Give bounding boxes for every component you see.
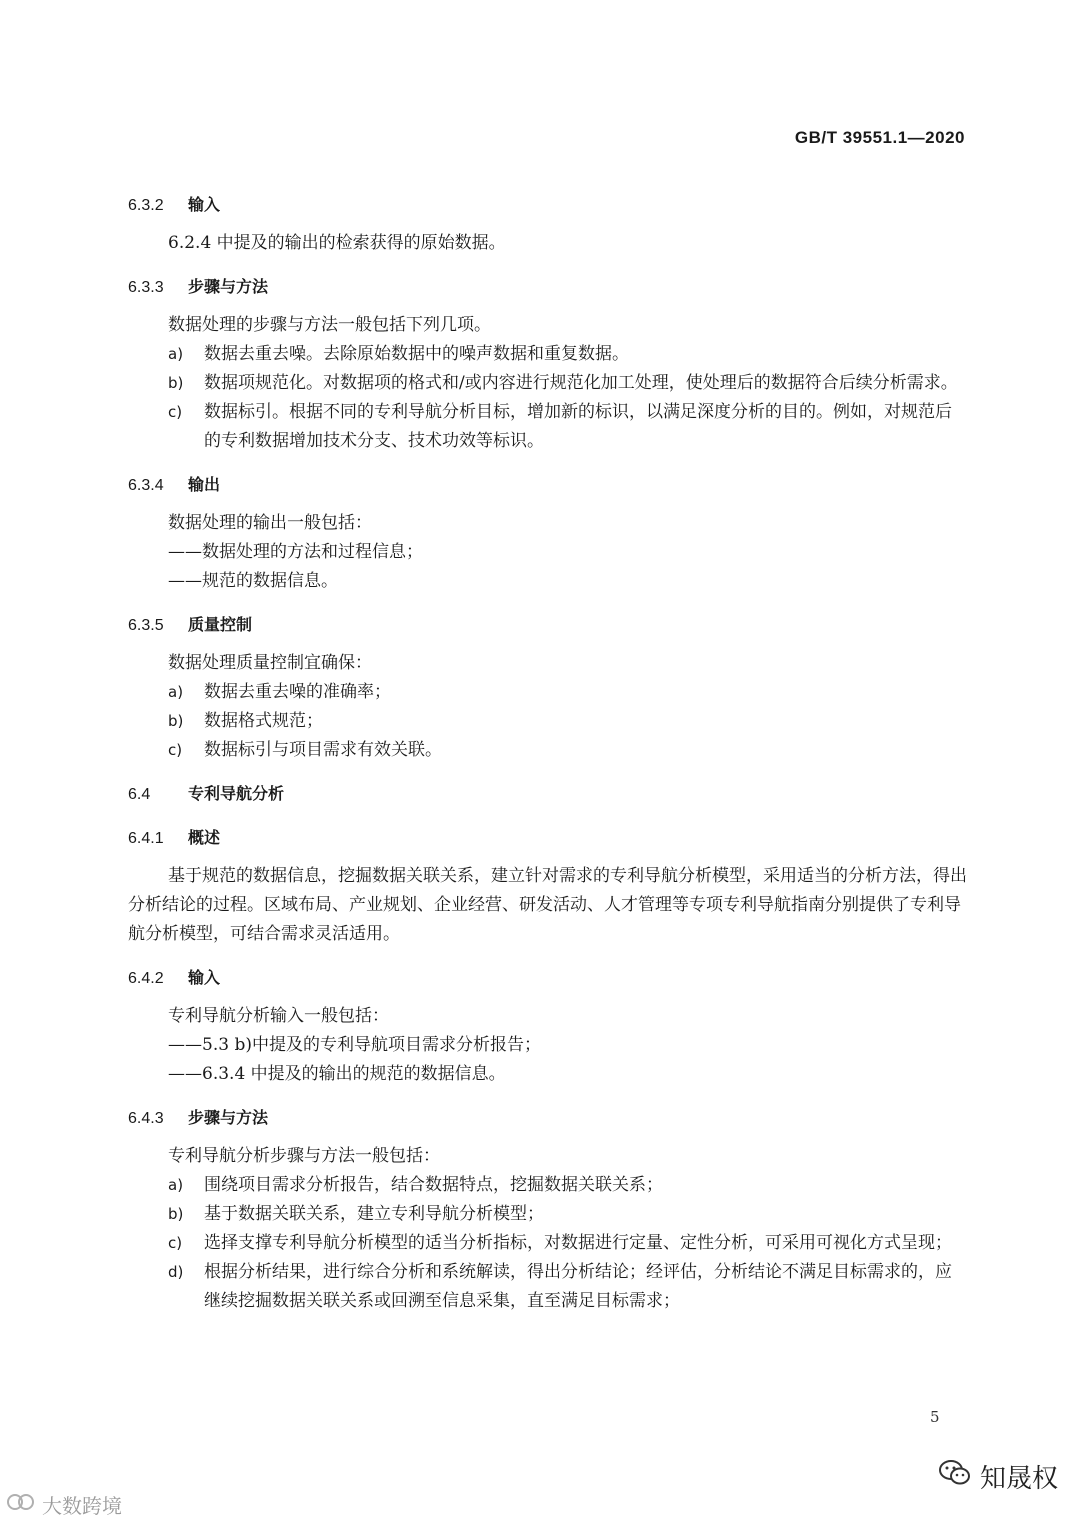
heading-6-3-2 bbox=[128, 190, 968, 220]
list-text: 根据分析结果，进行综合分析和系统解读，得出分析结论；经评估，分析结论不满足目标需求的，应继续挖掘数据关联关系或回溯至信息采集，直至满足目标需求； bbox=[204, 1262, 952, 1311]
list-marker: b) bbox=[168, 374, 184, 392]
list-marker: b) bbox=[168, 712, 184, 730]
list-text: 数据格式规范； bbox=[204, 711, 323, 731]
watermark-left bbox=[6, 1490, 122, 1519]
list-item bbox=[128, 678, 968, 707]
section-number: 6.4 bbox=[128, 786, 151, 803]
heading-6-3-4 bbox=[128, 470, 968, 500]
heading-6-4 bbox=[128, 779, 968, 809]
standard-number: GB/T 39551.1—2020 bbox=[794, 128, 965, 147]
list-text: 数据标引。根据不同的专利导航分析目标，增加新的标识，以满足深度分析的目的。例如，对规范后的专利数据增加技术分支、技术功效等标识。 bbox=[204, 402, 952, 451]
list-marker: d) bbox=[168, 1263, 184, 1281]
list-item bbox=[128, 1229, 968, 1258]
dash-item: ——6.3.4 中提及的输出的规范的数据信息。 bbox=[168, 1064, 506, 1084]
page-number: 5 bbox=[930, 1408, 940, 1426]
heading-6-4-1 bbox=[128, 823, 968, 853]
dash-item: ——数据处理的方法和过程信息； bbox=[168, 542, 423, 562]
section-number: 6.4.3 bbox=[128, 1110, 164, 1127]
heading-6-3-3 bbox=[128, 272, 968, 302]
list-item bbox=[128, 1171, 968, 1200]
list-text: 数据去重去噪的准确率； bbox=[204, 682, 391, 702]
list-text: 数据去重去噪。去除原始数据中的噪声数据和重复数据。 bbox=[204, 344, 629, 364]
list-marker: b) bbox=[168, 1205, 184, 1223]
list-text: 选择支撑专利导航分析模型的适当分析指标，对数据进行定量、定性分析，可采用可视化方式呈现； bbox=[204, 1233, 952, 1253]
list-item bbox=[128, 369, 968, 398]
section-title: 质量控制 bbox=[188, 615, 253, 634]
section-title: 输入 bbox=[188, 968, 221, 987]
list-item bbox=[128, 1200, 968, 1229]
list-item bbox=[128, 398, 968, 456]
section-number: 6.4.2 bbox=[128, 970, 164, 987]
section-title: 步骤与方法 bbox=[188, 1108, 269, 1127]
paragraph: 基于规范的数据信息，挖掘数据关联关系，建立针对需求的专利导航分析模型，采用适当的分析方法，得出分析结论的过程。区域布局、产业规划、企业经营、研发活动、人才管理等专项专利导航指南分别提供了专利导航分析模型，可结合需求灵活适用。 bbox=[128, 866, 967, 944]
list-text: 数据标引与项目需求有效关联。 bbox=[204, 740, 442, 760]
paragraph: 专利导航分析步骤与方法一般包括： bbox=[168, 1146, 440, 1166]
list-marker: a) bbox=[168, 345, 184, 363]
watermark-right-text: 知晟权 bbox=[979, 1464, 1058, 1494]
heading-6-4-2 bbox=[128, 963, 968, 993]
list-marker: a) bbox=[168, 683, 184, 701]
dash-item: ——5.3 b)中提及的专利导航项目需求分析报告； bbox=[168, 1035, 541, 1055]
section-title: 输入 bbox=[188, 195, 221, 214]
paragraph: 数据处理质量控制宜确保： bbox=[168, 653, 372, 673]
list-item bbox=[128, 340, 968, 369]
list-marker: c) bbox=[168, 1234, 183, 1252]
list-item bbox=[128, 736, 968, 765]
section-title: 输出 bbox=[188, 475, 221, 494]
list-item bbox=[128, 1258, 968, 1316]
list-marker: c) bbox=[168, 403, 183, 421]
paragraph: 专利导航分析输入一般包括： bbox=[168, 1006, 389, 1026]
section-number: 6.3.3 bbox=[128, 279, 164, 296]
watermark-left-text: 大数跨境 bbox=[42, 1494, 122, 1518]
section-number: 6.4.1 bbox=[128, 830, 164, 847]
section-title: 步骤与方法 bbox=[188, 277, 269, 296]
heading-6-4-3 bbox=[128, 1103, 968, 1133]
list-marker: a) bbox=[168, 1176, 184, 1194]
list-item bbox=[128, 707, 968, 736]
section-title: 专利导航分析 bbox=[188, 784, 285, 803]
list-text: 数据项规范化。对数据项的格式和/或内容进行规范化加工处理，使处理后的数据符合后续分析需求。 bbox=[204, 373, 958, 393]
wechat-icon bbox=[938, 1458, 972, 1495]
section-number: 6.3.4 bbox=[128, 477, 164, 494]
list-text: 基于数据关联关系，建立专利导航分析模型； bbox=[204, 1204, 544, 1224]
paragraph: 数据处理的输出一般包括： bbox=[168, 513, 372, 533]
watermark-right bbox=[938, 1458, 1058, 1495]
section-number: 6.3.5 bbox=[128, 617, 164, 634]
heading-6-3-5 bbox=[128, 610, 968, 640]
dash-item: ——规范的数据信息。 bbox=[168, 571, 338, 591]
watermark-logo-icon bbox=[6, 1491, 36, 1518]
paragraph: 数据处理的步骤与方法一般包括下列几项。 bbox=[168, 315, 491, 335]
section-title: 概述 bbox=[188, 828, 221, 847]
list-text: 围绕项目需求分析报告，结合数据特点，挖掘数据关联关系； bbox=[204, 1175, 663, 1195]
document-body bbox=[128, 190, 968, 1316]
list-marker: c) bbox=[168, 741, 183, 759]
section-number: 6.3.2 bbox=[128, 197, 164, 214]
paragraph: 6.2.4 中提及的输出的检索获得的原始数据。 bbox=[168, 233, 506, 253]
